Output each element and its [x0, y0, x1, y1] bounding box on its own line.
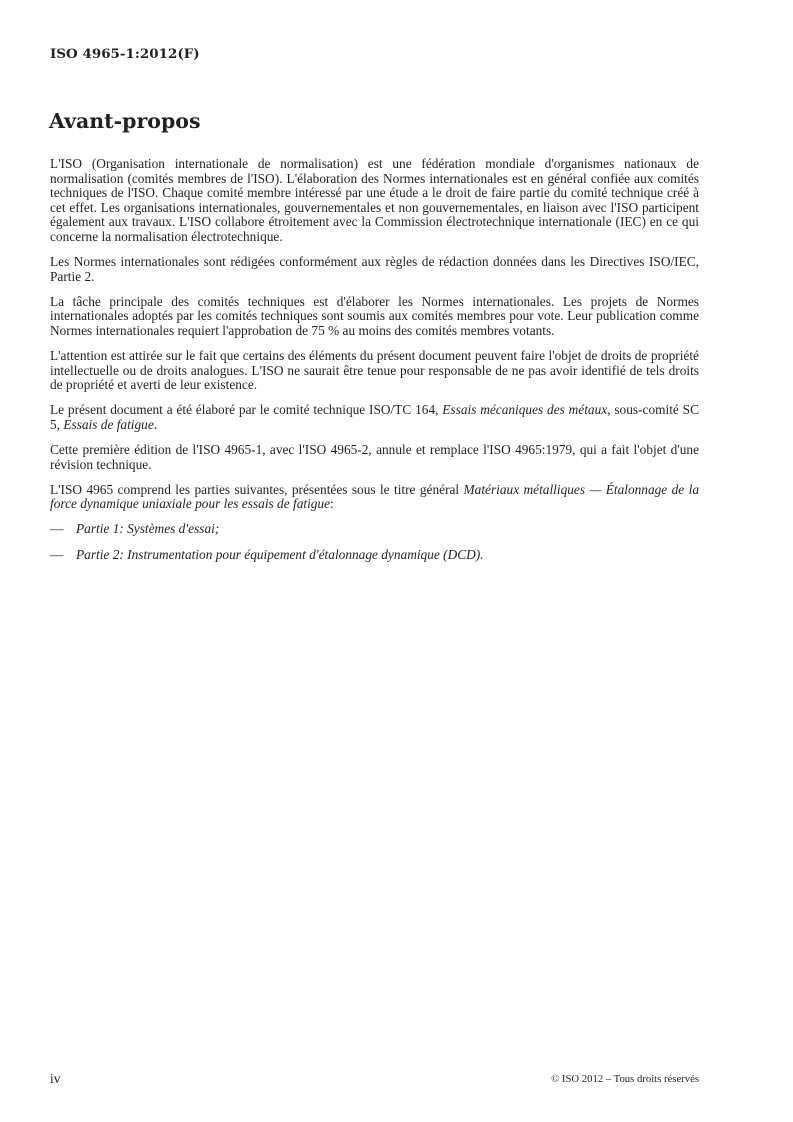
- copyright-notice: © ISO 2012 – Tous droits réservés: [551, 1073, 699, 1085]
- list-dash: —: [50, 521, 64, 537]
- document-identifier: ISO 4965-1:2012(F): [50, 46, 200, 62]
- part-2-title: Partie 2: Instrumentation pour équipement d'étalonnage dynamique (DCD).: [76, 546, 484, 562]
- paragraph-drafting-rules: Les Normes internationales sont rédigées conformément aux règles de rédaction données dans les Directives ISO/IEC, Partie 2.: [50, 254, 699, 284]
- committee-lead-text: Le présent document a été élaboré par le comité technique ISO/TC 164,: [50, 402, 443, 418]
- part-1-title: Partie 1: Systèmes d'essai;: [76, 521, 220, 537]
- foreword-body: [50, 157, 699, 574]
- paragraph-edition-info: Cette première édition de l'ISO 4965-1, avec l'ISO 4965-2, annule et remplace l'ISO 4965:1979, qui a fait l'objet d'une révision technique.: [50, 442, 699, 472]
- list-item-part-1: [50, 522, 699, 537]
- parts-intro-lead: L'ISO 4965 comprend les parties suivantes, présentées sous le titre général: [50, 481, 464, 497]
- committee-end-text: .: [153, 416, 158, 432]
- paragraph-iso-organisation: L'ISO (Organisation internationale de normalisation) est une fédération mondiale d'organismes nationaux de normalisation (comités membres de l'ISO). L'élaboration des Normes internationales est en général confiée aux comités techniques de l'ISO. Chaque comité membre intéressé par une étude a le droit de faire partie du comité technique créé à cet effet. Les organisations internationales, gouvernementales et non gouvernementales, en liaison avec l'ISO participent également aux travaux. L'ISO collabore étroitement avec la Commission électrotechnique internationale (IEC) en ce qui concerne la normalisation électrotechnique.: [50, 156, 699, 244]
- paragraph-patent-rights: L'attention est attirée sur le fait que certains des éléments du présent document peuvent faire l'objet de droits de propriété intellectuelle ou de droits analogues. L'ISO ne saurait être tenue pour responsable de ne pas avoir identifié de tels droits de propriété et averti de leur existence.: [50, 348, 699, 393]
- page-number: iv: [50, 1071, 61, 1086]
- page-title: Avant-propos: [49, 109, 201, 133]
- list-item-part-2: [50, 548, 699, 563]
- paragraph-technical-committees: La tâche principale des comités techniques est d'élaborer les Normes internationales. Les projets de Normes internationales adoptés par les comités techniques sont soumis aux comités membres pour vote. Leur publication comme Normes internationales requiert l'approbation de 75 % au moins des comités membres votants.: [50, 293, 699, 338]
- subcommittee-title: Essais de fatigue: [63, 416, 154, 432]
- paragraph-parts-intro: [50, 483, 699, 512]
- paragraph-committee-info: [50, 403, 699, 432]
- parts-intro-end: :: [330, 496, 334, 512]
- list-dash: —: [50, 546, 64, 562]
- committee-mid-text: , sous-comité SC 5,: [50, 402, 699, 432]
- general-title: Matériaux métalliques — Étalonnage de la force dynamique uniaxiale pour les essais de fatigue: [50, 481, 699, 512]
- committee-title: Essais mécaniques des métaux: [442, 402, 608, 418]
